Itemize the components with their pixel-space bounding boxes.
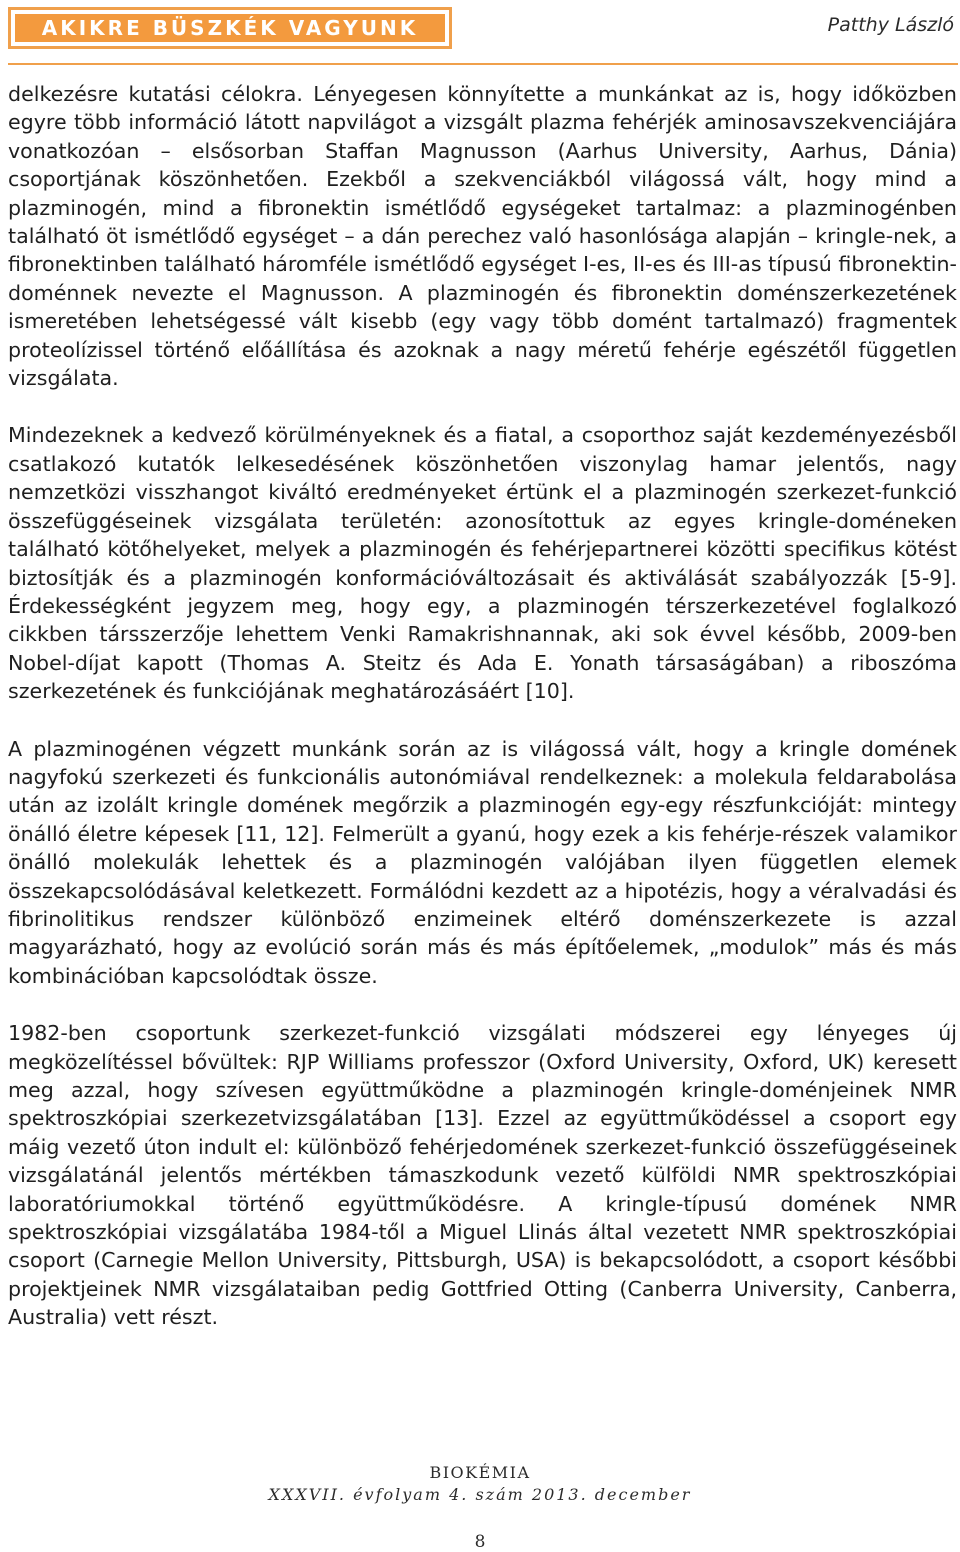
journal-issue: XXXVII. évfolyam 4. szám 2013. december [268, 1485, 692, 1504]
section-title-banner [8, 7, 452, 49]
section-title-banner-fill [15, 14, 445, 42]
body-paragraph: delkezésre kutatási célokra. Lényegesen könnyítette a munkánkat az is, hogy időközben egyre több információ látott napvilágot a vizsgált plazma fehérjék aminosavszekvenciájára vonatkozóan – elsősorban Staffan Magnusson (Aarhus University, Aarhus, Dánia) csoportjának köszönhetően. Ezekből a szekvenciákból világossá vált, hogy mind a plazminogén, mind a fibronektin ismétlődő egységeket tartalmaz: a plazminogénben található öt ismétlődő egységet – a dán perechez való hasonlósága alapján – kringle-nek, a fibronektinben található háromféle ismétlődő egységet I-es, II-es és III-as típusú fibronektin-doménnek nevezte el Magnusson. A plazminogén és fibronektin doménszerkezetének ismeretében lehetségessé vált kisebb (egy vagy több domént tartalmazó) fragmentek proteolízissel történő előállítása és azoknak a nagy méretű fehérje egészétől független vizsgálata. [8, 82, 957, 391]
body-paragraph: Mindezeknek a kedvező körülményeknek és a fiatal, a csoporthoz saját kezdeményezésből csatlakozó kutatók lelkesedésének köszönhetően viszonylag hamar jelentős, nagy nemzetközi visszhangot kiváltó eredményeket értünk el a plazminogén szerkezet-funkció összefüggéseinek vizsgálata területén: azonosítottuk az egyes kringle-doméneken található kötőhelyeket, melyek a plazminogén és fehérjepartnerei közötti specifikus kötést biztosítják és a plazminogén konformációváltozásait és aktiválását szabályozzák [5-9]. Érdekességként jegyzem meg, hogy egy, a plazminogén térszerkezetével foglalkozó cikkben társszerzője lehettem Venki Ramakrishnannak, aki sok évvel később, 2009-ben Nobel-díjat kapott (Thomas A. Steitz és Ada E. Yonath társaságában) a riboszóma szerkezetének és funkciójának meghatározásáért [10]. [8, 423, 957, 704]
page-number: 8 [474, 1532, 486, 1552]
article-body [8, 80, 957, 1361]
body-paragraph: A plazminogénen végzett munkánk során az is világossá vált, hogy a kringle domének nagyfokú szerkezeti és funkcionális autonómiával rendelkeznek: a molekula feldarabolása után az izolált kringle domének megőrzik a plazminogén egy-egy részfunkcióját: mintegy önálló életre képesek [11, 12]. Felmerült a gyanú, hogy ezek a kis fehérje-részek valamikor önálló molekulák lehettek és a plazminogén valójában ilyen független elemek összekapcsolódásával keletkezett. Formálódni kezdett az a hipotézis, hogy a véralvadási és fibrinolitikus rendszer különböző enzimeinek eltérő doménszerkezete is azzal magyarázható, hogy az evolúció során más és más építőelemek, „modulok” más és más kombinációban kapcsolódtak össze. [8, 736, 957, 988]
body-paragraph: 1982-ben csoportunk szerkezet-funkció vizsgálati módszerei egy lényeges új megközelítéssel bővültek: RJP Williams professzor (Oxford University, Oxford, UK) keresett meg azzal, hogy szívesen együttműködne a plazminogén kringle-doménjeinek NMR spektroszkópiai szerkezetvizsgálatában [13]. Ezzel az együttműködéssel a csoport egy máig vezető úton indult el: különböző fehérjedomének szerkezet-funkció összefüggéseinek vizsgálatánál jelentős mértékben támaszkodunk vezető külföldi NMR spektroszkópiai laboratóriumokkal történő együttműködésre. A kringle-típusú domének NMR spektroszkópiai vizsgálatába 1984-től a Miguel Llinás által vezetett NMR spektroszkópiai csoport (Carnegie Mellon University, Pittsburgh, USA) is bekapcsolódott, a csoport későbbi projektjeinek NMR vizsgálataiban pedig Gottfried Otting (Canberra University, Canberra, Australia) vett részt. [8, 1021, 957, 1330]
author-name: Patthy László [827, 14, 954, 36]
header-divider [8, 63, 958, 65]
journal-name: BIOKÉMIA [429, 1463, 531, 1482]
section-title: AKIKRE BÜSZKÉK VAGYUNK [41, 16, 419, 40]
